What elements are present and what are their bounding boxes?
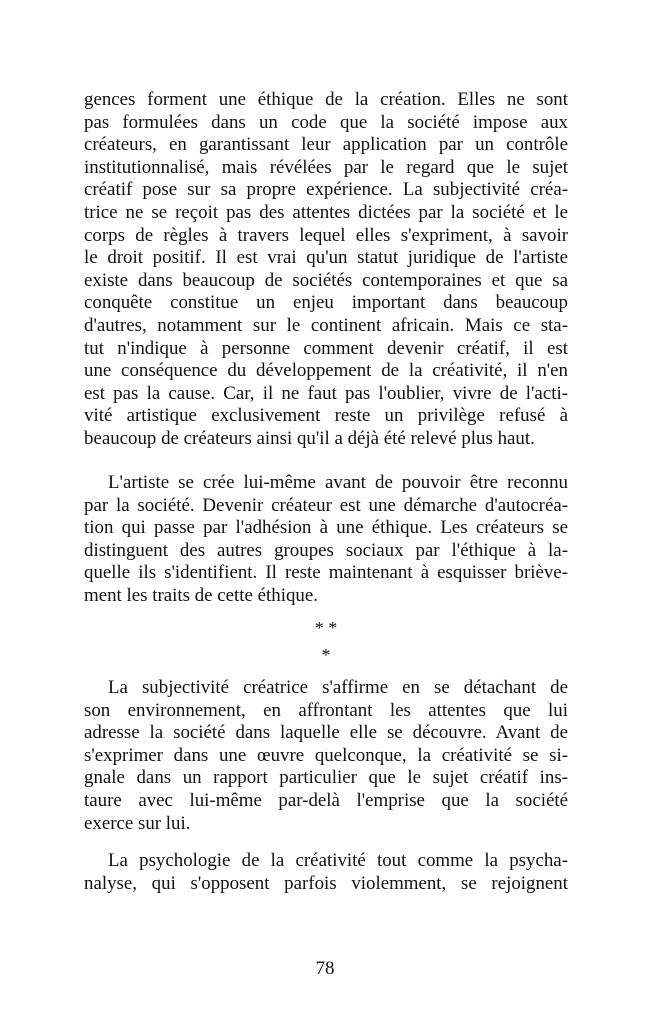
text-line: ment les traits de cette éthique. — [84, 584, 318, 606]
text-line: beaucoup de créateurs ainsi qu'il a déjà été relevé plus haut. — [84, 427, 535, 449]
text-line: L'artiste se crée lui-même avant de pouvoir être reconnu — [108, 472, 568, 493]
paragraph-1 — [84, 89, 568, 451]
text-line: existe dans beaucoup de sociétés contemporaines et que sa — [84, 269, 568, 291]
text-line: gences forment une éthique de la création. Elles ne sont — [84, 89, 568, 110]
text-line: créatif pose sur sa propre expérience. La subjectivité créa- — [84, 179, 568, 201]
text-line: vité artistique exclusivement reste un privilège refusé à — [84, 405, 568, 427]
paragraph-2 — [84, 472, 568, 608]
text-line: nalyse, qui s'opposent parfois violemment, se rejoignent — [84, 872, 568, 894]
text-line: distinguent des autres groupes sociaux par l'éthique à la- — [84, 539, 568, 561]
section-separator-top: * * — [314, 618, 338, 638]
text-line: taure avec lui-même par-delà l'emprise que la société — [84, 789, 568, 811]
text-line: adresse la société dans laquelle elle se découvre. Avant de — [84, 722, 568, 744]
text-line: La subjectivité créatrice s'affirme en se détachant de — [108, 677, 568, 698]
section-separator-bottom: * — [321, 645, 331, 665]
page-number: 78 — [315, 958, 335, 979]
text-line: conquête constitue un enjeu important dans beaucoup — [84, 292, 568, 314]
text-line: le droit positif. Il est vrai qu'un statut juridique de l'artiste — [84, 247, 568, 269]
text-line: est pas la cause. Car, il ne faut pas l'oublier, vivre de l'acti- — [84, 382, 568, 404]
text-line: La psychologie de la créativité tout comme la psycha- — [108, 850, 568, 871]
paragraph-4 — [84, 850, 568, 895]
text-line: une conséquence du développement de la créativité, il n'en — [84, 360, 568, 382]
text-line: corps de règles à travers lequel elles s'expriment, à savoir — [84, 224, 568, 246]
text-line: s'exprimer dans une œuvre quelconque, la créativité se si- — [84, 744, 568, 766]
text-line: quelle ils s'identifient. Il reste maintenant à esquisser briève- — [84, 562, 568, 584]
paragraph-3 — [84, 677, 568, 835]
text-line: tion qui passe par l'adhésion à une éthique. Les créateurs se — [84, 517, 568, 539]
text-line: trice ne se reçoit pas des attentes dictées par la société et le — [84, 201, 568, 223]
text-line: d'autres, notamment sur le continent africain. Mais ce sta- — [84, 314, 568, 336]
text-line: institutionnalisé, mais révélées par le regard que le sujet — [84, 156, 568, 178]
text-line: par la société. Devenir créateur est une démarche d'autocréa- — [84, 494, 568, 516]
text-line: son environnement, en affrontant les attentes que lui — [84, 699, 568, 721]
text-line: exerce sur lui. — [84, 812, 191, 834]
text-line: créateurs, en garantissant leur application par un contrôle — [84, 134, 568, 156]
text-line: tut n'indique à personne comment devenir créatif, il est — [84, 337, 568, 359]
text-line: gnale dans un rapport particulier que le sujet créatif ins- — [84, 767, 568, 789]
text-line: pas formulées dans un code que la société impose aux — [84, 111, 568, 133]
